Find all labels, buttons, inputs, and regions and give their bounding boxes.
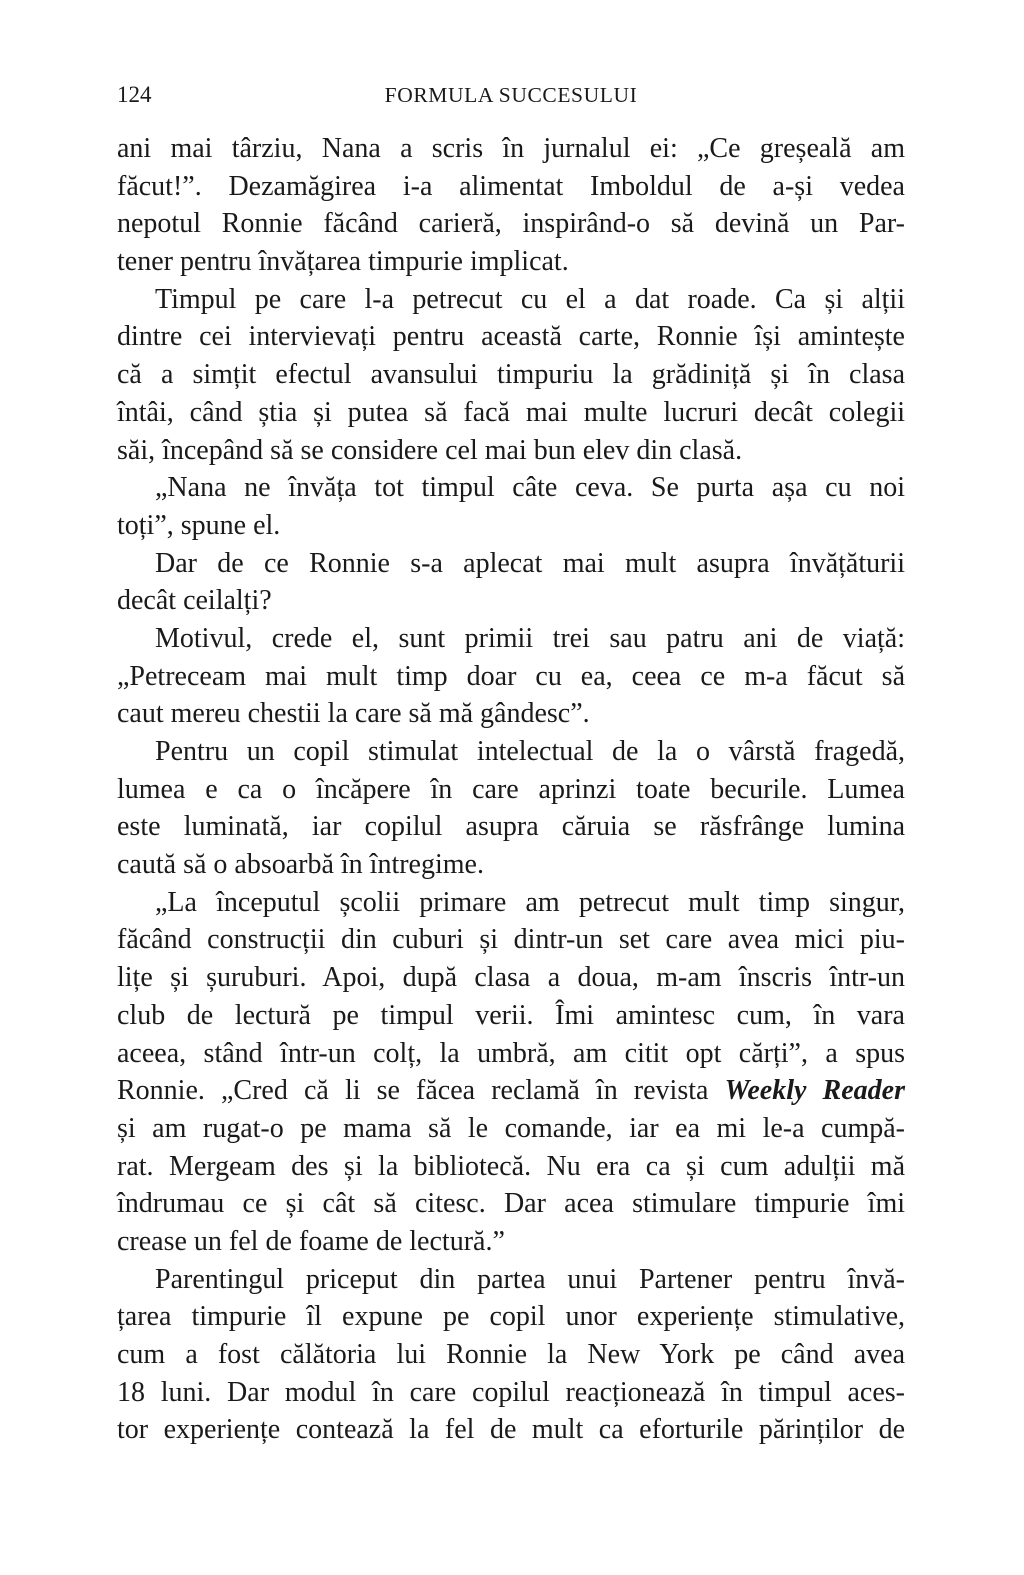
text-line: lițe și șuruburi. Apoi, după clasa a doua, m-am înscris într-un [117, 962, 905, 994]
text-line: îndrumau ce și cât să citesc. Dar acea stimulare timpurie îmi [117, 1188, 905, 1220]
text-line: toți”, spune el. [117, 509, 281, 541]
text-line: că a simțit efectul avansului timpuriu la grădiniță și în clasa [117, 359, 905, 391]
text-line: țarea timpurie îl expune pe copil unor experiențe stimulative, [117, 1301, 905, 1333]
text-line: cum a fost călătoria lui Ronnie la New York pe când avea [117, 1339, 905, 1370]
text-line: făcând construcții din cuburi și dintr-un set care avea mici piu- [117, 924, 905, 956]
text-line: Timpul pe care l-a petrecut cu el a dat roade. Ca și alții [155, 283, 905, 315]
text-line: aceea, stând într-un colț, la umbră, am citit opt cărți”, a spus [117, 1037, 905, 1069]
page-header [117, 82, 905, 110]
text-line: tor experiențe contează la fel de mult ca eforturile părinților de [117, 1414, 905, 1446]
text-line: ani mai târziu, Nana a scris în jurnalul ei: „Ce greșeală am [117, 133, 905, 164]
text-line: făcut!”. Dezamăgirea i-a alimentat Imboldul de a-și vedea [117, 170, 905, 202]
text-line: decât ceilalți? [117, 585, 272, 617]
text-line: este luminată, iar copilul asupra căruia se răsfrânge lumina [117, 811, 905, 843]
text-line: dintre cei intervievați pentru această carte, Ronnie își amintește [117, 321, 905, 353]
running-head: FORMULA SUCCESULUI [384, 83, 638, 107]
paragraph-7 [117, 884, 905, 1261]
text-line: club de lectură pe timpul verii. Îmi amintesc cum, în vara [117, 999, 905, 1031]
text-line: 18 luni. Dar modul în care copilul reacționează în timpul aces- [117, 1376, 905, 1408]
paragraph-8 [117, 1261, 905, 1449]
text-line: Motivul, crede el, sunt primii trei sau patru ani de viață: [155, 622, 905, 654]
text-line: Pentru un copil stimulat intelectual de la o vârstă fragedă, [155, 736, 905, 767]
text-line: Dar de ce Ronnie s-a aplecat mai mult asupra învățăturii [155, 547, 905, 579]
body-text [117, 130, 905, 1449]
text-line: tener pentru învățarea timpurie implicat. [117, 246, 569, 278]
text-line: caut mereu chestii la care să mă gândesc”. [117, 698, 590, 730]
text-line: Parentingul priceput din partea unui Partener pentru învă- [155, 1263, 905, 1295]
paragraph-4 [117, 545, 905, 620]
text-line: întâi, când știa și putea să facă mai multe lucruri decât colegii [117, 396, 905, 428]
text-line: rat. Mergeam des și la bibliotecă. Nu era ca și cum adulții mă [117, 1150, 905, 1182]
paragraph-5 [117, 620, 905, 733]
text-line: caută să o absoarbă în întregime. [117, 849, 484, 881]
text-line: lumea e ca o încăpere în care aprinzi toate becurile. Lumea [117, 773, 905, 805]
paragraph-6 [117, 733, 905, 884]
text-line: „Nana ne învăța tot timpul câte ceva. Se purta așa cu noi [155, 472, 905, 504]
text-line: săi, începând să se considere cel mai bun elev din clasă. [117, 434, 743, 466]
text-line: și am rugat-o pe mama să le comande, iar ea mi le-a cumpă- [117, 1112, 905, 1144]
magazine-title-italic: Weekly Reader [724, 1075, 905, 1107]
text-line: „La începutul școlii primare am petrecut mult timp singur, [155, 886, 905, 918]
paragraph-2 [117, 281, 905, 469]
text-line: Ronnie. „Cred că li se făcea reclamă în revista Weekly Reader [117, 1075, 905, 1107]
text-line: „Petreceam mai mult timp doar cu ea, ceea ce m-a făcut să [117, 660, 905, 692]
text-line: crease un fel de foame de lectură.” [117, 1225, 505, 1257]
page-number: 124 [117, 82, 152, 107]
paragraph-1 [117, 130, 905, 281]
paragraph-3 [117, 469, 905, 544]
text-line: nepotul Ronnie făcând carieră, inspirând-o să devină un Par- [117, 208, 905, 240]
